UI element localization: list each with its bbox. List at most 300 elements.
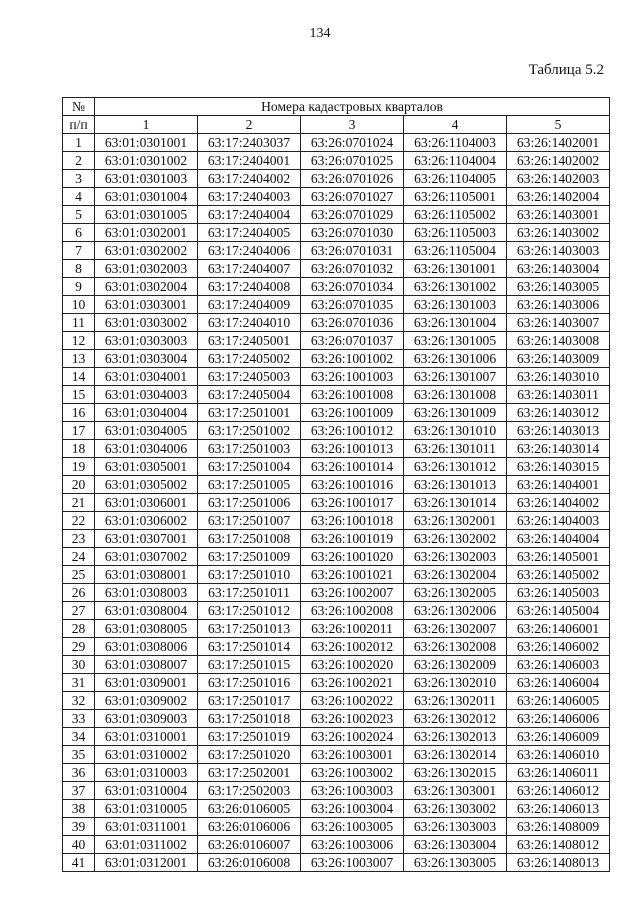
row-number-cell: 36	[63, 764, 95, 782]
cadastral-number-cell: 63:26:1302010	[404, 674, 507, 692]
cadastral-number-cell: 63:26:1403003	[507, 242, 610, 260]
cadastral-number-cell: 63:17:2501020	[198, 746, 301, 764]
table-row	[63, 800, 610, 818]
cadastral-number-cell: 63:26:1002023	[301, 710, 404, 728]
row-number-cell: 7	[63, 242, 95, 260]
cadastral-number-cell: 63:26:1301005	[404, 332, 507, 350]
cadastral-number-cell: 63:17:2405004	[198, 386, 301, 404]
cadastral-number-cell: 63:17:2405003	[198, 368, 301, 386]
cadastral-number-cell: 63:26:1406011	[507, 764, 610, 782]
cadastral-number-cell: 63:17:2502003	[198, 782, 301, 800]
cadastral-number-cell: 63:26:1402001	[507, 134, 610, 152]
cadastral-number-cell: 63:26:1003004	[301, 800, 404, 818]
row-number-cell: 30	[63, 656, 95, 674]
table-row	[63, 512, 610, 530]
table-row	[63, 494, 610, 512]
cadastral-number-cell: 63:01:0308005	[95, 620, 198, 638]
cadastral-number-cell: 63:26:1302007	[404, 620, 507, 638]
cadastral-number-cell: 63:26:1403012	[507, 404, 610, 422]
cadastral-number-cell: 63:26:1302009	[404, 656, 507, 674]
cadastral-number-cell: 63:26:1406006	[507, 710, 610, 728]
row-number-cell: 26	[63, 584, 95, 602]
cadastral-number-cell: 63:01:0307001	[95, 530, 198, 548]
cadastral-number-cell: 63:01:0310004	[95, 782, 198, 800]
row-number-cell: 17	[63, 422, 95, 440]
cadastral-number-cell: 63:26:1303004	[404, 836, 507, 854]
cadastral-number-cell: 63:17:2501005	[198, 476, 301, 494]
cadastral-number-cell: 63:26:1403008	[507, 332, 610, 350]
cadastral-number-cell: 63:01:0302003	[95, 260, 198, 278]
row-number-cell: 35	[63, 746, 95, 764]
cadastral-number-cell: 63:26:1003003	[301, 782, 404, 800]
cadastral-number-cell: 63:26:1001009	[301, 404, 404, 422]
table-row	[63, 710, 610, 728]
table-row	[63, 188, 610, 206]
row-number-cell: 4	[63, 188, 95, 206]
cadastral-number-cell: 63:17:2501017	[198, 692, 301, 710]
cadastral-number-cell: 63:26:1405002	[507, 566, 610, 584]
table-row	[63, 638, 610, 656]
cadastral-number-cell: 63:26:1001016	[301, 476, 404, 494]
cadastral-number-cell: 63:17:2501007	[198, 512, 301, 530]
cadastral-number-cell: 63:26:1302013	[404, 728, 507, 746]
row-number-cell: 41	[63, 854, 95, 872]
cadastral-number-cell: 63:26:1301002	[404, 278, 507, 296]
cadastral-number-cell: 63:26:1003001	[301, 746, 404, 764]
cadastral-number-cell: 63:01:0305002	[95, 476, 198, 494]
cadastral-number-cell: 63:26:1003005	[301, 818, 404, 836]
cadastral-number-cell: 63:26:1404002	[507, 494, 610, 512]
cadastral-number-cell: 63:26:1403005	[507, 278, 610, 296]
cadastral-number-cell: 63:01:0301005	[95, 206, 198, 224]
row-number-cell: 29	[63, 638, 95, 656]
cadastral-number-cell: 63:17:2502001	[198, 764, 301, 782]
table-row	[63, 548, 610, 566]
cadastral-number-cell: 63:17:2501013	[198, 620, 301, 638]
header-num-sign: №	[63, 98, 95, 116]
row-number-cell: 12	[63, 332, 95, 350]
table-row	[63, 314, 610, 332]
row-number-cell: 11	[63, 314, 95, 332]
cadastral-number-cell: 63:26:1405003	[507, 584, 610, 602]
cadastral-number-cell: 63:26:1402003	[507, 170, 610, 188]
cadastral-number-cell: 63:26:1303005	[404, 854, 507, 872]
cadastral-number-cell: 63:17:2404008	[198, 278, 301, 296]
header-num-label: п/п	[63, 116, 95, 134]
cadastral-number-cell: 63:01:0304006	[95, 440, 198, 458]
cadastral-number-cell: 63:01:0311002	[95, 836, 198, 854]
cadastral-number-cell: 63:26:1403009	[507, 350, 610, 368]
cadastral-number-cell: 63:26:1105004	[404, 242, 507, 260]
cadastral-number-cell: 63:17:2405002	[198, 350, 301, 368]
cadastral-number-cell: 63:26:1406012	[507, 782, 610, 800]
cadastral-number-cell: 63:26:1404003	[507, 512, 610, 530]
cadastral-number-cell: 63:26:1406005	[507, 692, 610, 710]
cadastral-number-cell: 63:26:1001002	[301, 350, 404, 368]
table-row	[63, 620, 610, 638]
cadastral-number-cell: 63:17:2501018	[198, 710, 301, 728]
cadastral-number-cell: 63:17:2501010	[198, 566, 301, 584]
cadastral-number-cell: 63:26:1402002	[507, 152, 610, 170]
cadastral-number-cell: 63:17:2404009	[198, 296, 301, 314]
cadastral-number-cell: 63:26:1302015	[404, 764, 507, 782]
cadastral-number-cell: 63:26:1105003	[404, 224, 507, 242]
cadastral-number-cell: 63:01:0309001	[95, 674, 198, 692]
row-number-cell: 37	[63, 782, 95, 800]
table-row	[63, 476, 610, 494]
table-caption: Таблица 5.2	[528, 62, 604, 78]
cadastral-number-cell: 63:26:1408009	[507, 818, 610, 836]
table-row	[63, 458, 610, 476]
cadastral-number-cell: 63:26:0106006	[198, 818, 301, 836]
cadastral-number-cell: 63:26:0701034	[301, 278, 404, 296]
row-number-cell: 40	[63, 836, 95, 854]
cadastral-number-cell: 63:01:0303003	[95, 332, 198, 350]
cadastral-number-cell: 63:01:0309002	[95, 692, 198, 710]
cadastral-number-cell: 63:26:1301006	[404, 350, 507, 368]
cadastral-number-cell: 63:26:1404001	[507, 476, 610, 494]
row-number-cell: 31	[63, 674, 95, 692]
cadastral-number-cell: 63:26:0701027	[301, 188, 404, 206]
cadastral-number-cell: 63:26:1002024	[301, 728, 404, 746]
table-row	[63, 296, 610, 314]
cadastral-number-cell: 63:26:1301010	[404, 422, 507, 440]
cadastral-number-cell: 63:26:1301012	[404, 458, 507, 476]
table-row	[63, 260, 610, 278]
cadastral-number-cell: 63:26:1403015	[507, 458, 610, 476]
cadastral-number-cell: 63:01:0303001	[95, 296, 198, 314]
cadastral-number-cell: 63:17:2501001	[198, 404, 301, 422]
table-row	[63, 206, 610, 224]
cadastral-number-cell: 63:26:1104005	[404, 170, 507, 188]
cadastral-number-cell: 63:26:1405004	[507, 602, 610, 620]
table-row	[63, 278, 610, 296]
table-row	[63, 674, 610, 692]
cadastral-number-cell: 63:26:1403002	[507, 224, 610, 242]
cadastral-number-cell: 63:01:0301003	[95, 170, 198, 188]
cadastral-number-cell: 63:26:0701024	[301, 134, 404, 152]
row-number-cell: 3	[63, 170, 95, 188]
cadastral-number-cell: 63:01:0310003	[95, 764, 198, 782]
cadastral-number-cell: 63:26:0106008	[198, 854, 301, 872]
row-number-cell: 22	[63, 512, 95, 530]
row-number-cell: 34	[63, 728, 95, 746]
cadastral-number-cell: 63:26:0106005	[198, 800, 301, 818]
cadastral-number-cell: 63:01:0306001	[95, 494, 198, 512]
cadastral-number-cell: 63:01:0309003	[95, 710, 198, 728]
row-number-cell: 14	[63, 368, 95, 386]
row-number-cell: 27	[63, 602, 95, 620]
cadastral-number-cell: 63:26:1302001	[404, 512, 507, 530]
row-number-cell: 13	[63, 350, 95, 368]
table-row	[63, 530, 610, 548]
cadastral-number-cell: 63:26:1002011	[301, 620, 404, 638]
cadastral-number-cell: 63:01:0308001	[95, 566, 198, 584]
cadastral-number-cell: 63:26:1001008	[301, 386, 404, 404]
table-row	[63, 350, 610, 368]
table-row	[63, 332, 610, 350]
cadastral-number-cell: 63:26:1408012	[507, 836, 610, 854]
cadastral-number-cell: 63:17:2501008	[198, 530, 301, 548]
table-row	[63, 692, 610, 710]
cadastral-number-cell: 63:01:0308004	[95, 602, 198, 620]
cadastral-number-cell: 63:26:1001014	[301, 458, 404, 476]
cadastral-number-cell: 63:26:1403001	[507, 206, 610, 224]
cadastral-number-cell: 63:26:1302014	[404, 746, 507, 764]
cadastral-number-cell: 63:26:1104004	[404, 152, 507, 170]
cadastral-number-cell: 63:26:1105001	[404, 188, 507, 206]
cadastral-number-cell: 63:26:1002012	[301, 638, 404, 656]
cadastral-number-cell: 63:01:0303004	[95, 350, 198, 368]
cadastral-number-cell: 63:26:0701036	[301, 314, 404, 332]
cadastral-number-cell: 63:01:0303002	[95, 314, 198, 332]
row-number-cell: 18	[63, 440, 95, 458]
cadastral-number-cell: 63:01:0308006	[95, 638, 198, 656]
cadastral-number-cell: 63:26:1403007	[507, 314, 610, 332]
header-group-title: Номера кадастровых кварталов	[95, 98, 610, 116]
cadastral-number-cell: 63:01:0304005	[95, 422, 198, 440]
row-number-cell: 19	[63, 458, 95, 476]
table-row	[63, 656, 610, 674]
cadastral-number-cell: 63:26:1403010	[507, 368, 610, 386]
table-row	[63, 386, 610, 404]
cadastral-number-cell: 63:26:1301007	[404, 368, 507, 386]
row-number-cell: 28	[63, 620, 95, 638]
cadastral-number-cell: 63:17:2501002	[198, 422, 301, 440]
row-number-cell: 6	[63, 224, 95, 242]
table-row	[63, 566, 610, 584]
cadastral-number-cell: 63:01:0301001	[95, 134, 198, 152]
cadastral-number-cell: 63:26:0701030	[301, 224, 404, 242]
cadastral-number-cell: 63:26:1301008	[404, 386, 507, 404]
cadastral-number-cell: 63:26:1301003	[404, 296, 507, 314]
cadastral-number-cell: 63:26:1301009	[404, 404, 507, 422]
cadastral-number-cell: 63:26:1002022	[301, 692, 404, 710]
cadastral-number-cell: 63:26:1301013	[404, 476, 507, 494]
cadastral-number-cell: 63:26:1406002	[507, 638, 610, 656]
row-number-cell: 16	[63, 404, 95, 422]
cadastral-number-cell: 63:17:2404006	[198, 242, 301, 260]
row-number-cell: 38	[63, 800, 95, 818]
cadastral-number-cell: 63:01:0302001	[95, 224, 198, 242]
cadastral-number-cell: 63:26:1003007	[301, 854, 404, 872]
cadastral-number-cell: 63:26:1001021	[301, 566, 404, 584]
cadastral-number-cell: 63:26:1301011	[404, 440, 507, 458]
header-col-5: 5	[507, 116, 610, 134]
cadastral-number-cell: 63:26:1402004	[507, 188, 610, 206]
header-row-2	[63, 116, 610, 134]
table-row	[63, 134, 610, 152]
cadastral-number-cell: 63:26:1001019	[301, 530, 404, 548]
cadastral-number-cell: 63:26:1406001	[507, 620, 610, 638]
row-number-cell: 39	[63, 818, 95, 836]
row-number-cell: 5	[63, 206, 95, 224]
row-number-cell: 10	[63, 296, 95, 314]
row-number-cell: 33	[63, 710, 95, 728]
header-col-3: 3	[301, 116, 404, 134]
cadastral-number-cell: 63:26:1001013	[301, 440, 404, 458]
cadastral-number-cell: 63:01:0305001	[95, 458, 198, 476]
cadastral-number-cell: 63:26:1301014	[404, 494, 507, 512]
cadastral-number-cell: 63:26:1406009	[507, 728, 610, 746]
cadastral-number-cell: 63:26:0106007	[198, 836, 301, 854]
cadastral-number-cell: 63:26:1303002	[404, 800, 507, 818]
cadastral-number-cell: 63:01:0306002	[95, 512, 198, 530]
cadastral-number-cell: 63:26:1406004	[507, 674, 610, 692]
cadastral-number-cell: 63:26:1001003	[301, 368, 404, 386]
cadastral-number-cell: 63:26:1302002	[404, 530, 507, 548]
table-row	[63, 782, 610, 800]
cadastral-number-cell: 63:26:1302012	[404, 710, 507, 728]
table-row	[63, 170, 610, 188]
cadastral-number-cell: 63:17:2404002	[198, 170, 301, 188]
cadastral-number-cell: 63:26:0701029	[301, 206, 404, 224]
cadastral-number-cell: 63:17:2403037	[198, 134, 301, 152]
cadastral-number-cell: 63:01:0301002	[95, 152, 198, 170]
cadastral-number-cell: 63:01:0302004	[95, 278, 198, 296]
cadastral-number-cell: 63:01:0301004	[95, 188, 198, 206]
cadastral-number-cell: 63:26:1104003	[404, 134, 507, 152]
cadastral-number-cell: 63:26:1003006	[301, 836, 404, 854]
table-row	[63, 818, 610, 836]
row-number-cell: 21	[63, 494, 95, 512]
cadastral-number-cell: 63:17:2501009	[198, 548, 301, 566]
cadastral-number-cell: 63:26:1002008	[301, 602, 404, 620]
table-row	[63, 854, 610, 872]
cadastral-number-cell: 63:26:1302008	[404, 638, 507, 656]
cadastral-number-cell: 63:26:1403006	[507, 296, 610, 314]
cadastral-number-cell: 63:17:2501006	[198, 494, 301, 512]
table-row	[63, 836, 610, 854]
cadastral-number-cell: 63:01:0310002	[95, 746, 198, 764]
cadastral-number-cell: 63:17:2501015	[198, 656, 301, 674]
table-header	[63, 98, 610, 134]
cadastral-number-cell: 63:26:1302003	[404, 548, 507, 566]
table-row	[63, 242, 610, 260]
row-number-cell: 25	[63, 566, 95, 584]
cadastral-number-cell: 63:26:1002007	[301, 584, 404, 602]
row-number-cell: 15	[63, 386, 95, 404]
cadastral-number-cell: 63:17:2501016	[198, 674, 301, 692]
cadastre-table	[62, 97, 610, 872]
cadastral-number-cell: 63:17:2501004	[198, 458, 301, 476]
cadastral-number-cell: 63:26:1408013	[507, 854, 610, 872]
table-row	[63, 422, 610, 440]
cadastral-number-cell: 63:26:1406013	[507, 800, 610, 818]
cadastral-number-cell: 63:01:0304003	[95, 386, 198, 404]
header-col-2: 2	[198, 116, 301, 134]
cadastral-number-cell: 63:17:2501011	[198, 584, 301, 602]
header-col-4: 4	[404, 116, 507, 134]
cadastral-number-cell: 63:26:1404004	[507, 530, 610, 548]
row-number-cell: 9	[63, 278, 95, 296]
cadastral-number-cell: 63:17:2404001	[198, 152, 301, 170]
cadastral-number-cell: 63:17:2404004	[198, 206, 301, 224]
cadastral-number-cell: 63:01:0304001	[95, 368, 198, 386]
cadastral-number-cell: 63:26:1302011	[404, 692, 507, 710]
cadastral-number-cell: 63:26:1301001	[404, 260, 507, 278]
row-number-cell: 2	[63, 152, 95, 170]
table-row	[63, 440, 610, 458]
cadastral-number-cell: 63:26:1303001	[404, 782, 507, 800]
row-number-cell: 20	[63, 476, 95, 494]
table-row	[63, 584, 610, 602]
table-row	[63, 728, 610, 746]
cadastral-number-cell: 63:26:1403004	[507, 260, 610, 278]
cadastral-number-cell: 63:26:1303003	[404, 818, 507, 836]
cadastral-number-cell: 63:26:1301004	[404, 314, 507, 332]
table-row	[63, 152, 610, 170]
table-row	[63, 368, 610, 386]
page-number: 134	[309, 26, 331, 41]
cadastral-number-cell: 63:26:1403011	[507, 386, 610, 404]
cadastral-number-cell: 63:26:0701026	[301, 170, 404, 188]
cadastral-number-cell: 63:26:1002021	[301, 674, 404, 692]
cadastral-number-cell: 63:26:1302004	[404, 566, 507, 584]
cadastral-number-cell: 63:26:1003002	[301, 764, 404, 782]
table-row	[63, 404, 610, 422]
cadastral-number-cell: 63:01:0312001	[95, 854, 198, 872]
cadastral-number-cell: 63:26:0701031	[301, 242, 404, 260]
cadastral-number-cell: 63:01:0311001	[95, 818, 198, 836]
table-row	[63, 602, 610, 620]
cadastral-number-cell: 63:26:1105002	[404, 206, 507, 224]
cadastral-number-cell: 63:26:1302005	[404, 584, 507, 602]
cadastral-number-cell: 63:26:0701037	[301, 332, 404, 350]
table-row	[63, 746, 610, 764]
row-number-cell: 1	[63, 134, 95, 152]
cadastral-number-cell: 63:26:1002020	[301, 656, 404, 674]
cadastral-number-cell: 63:26:1001012	[301, 422, 404, 440]
cadastral-number-cell: 63:26:0701025	[301, 152, 404, 170]
cadastral-number-cell: 63:26:1001017	[301, 494, 404, 512]
cadastral-number-cell: 63:26:1001020	[301, 548, 404, 566]
cadastral-number-cell: 63:17:2501019	[198, 728, 301, 746]
cadastral-number-cell: 63:26:0701032	[301, 260, 404, 278]
cadastral-number-cell: 63:01:0308007	[95, 656, 198, 674]
cadastral-number-cell: 63:17:2404003	[198, 188, 301, 206]
cadastral-number-cell: 63:01:0302002	[95, 242, 198, 260]
table-body	[63, 134, 610, 872]
row-number-cell: 32	[63, 692, 95, 710]
cadastral-number-cell: 63:26:1403014	[507, 440, 610, 458]
cadastral-number-cell: 63:26:1406003	[507, 656, 610, 674]
cadastral-number-cell: 63:17:2404010	[198, 314, 301, 332]
table-row	[63, 764, 610, 782]
cadastral-number-cell: 63:01:0310005	[95, 800, 198, 818]
cadastral-number-cell: 63:17:2404005	[198, 224, 301, 242]
cadastral-number-cell: 63:17:2501014	[198, 638, 301, 656]
header-col-1: 1	[95, 116, 198, 134]
cadastral-number-cell: 63:01:0304004	[95, 404, 198, 422]
cadastral-number-cell: 63:17:2501012	[198, 602, 301, 620]
row-number-cell: 24	[63, 548, 95, 566]
table-row	[63, 224, 610, 242]
cadastral-number-cell: 63:26:1405001	[507, 548, 610, 566]
cadastral-number-cell: 63:26:1403013	[507, 422, 610, 440]
cadastral-number-cell: 63:17:2404007	[198, 260, 301, 278]
header-row-1	[63, 98, 610, 116]
row-number-cell: 23	[63, 530, 95, 548]
cadastral-number-cell: 63:01:0307002	[95, 548, 198, 566]
cadastral-number-cell: 63:26:1001018	[301, 512, 404, 530]
cadastral-number-cell: 63:26:1302006	[404, 602, 507, 620]
cadastral-number-cell: 63:26:1406010	[507, 746, 610, 764]
row-number-cell: 8	[63, 260, 95, 278]
cadastral-number-cell: 63:17:2501003	[198, 440, 301, 458]
cadastral-number-cell: 63:01:0310001	[95, 728, 198, 746]
cadastral-number-cell: 63:26:0701035	[301, 296, 404, 314]
